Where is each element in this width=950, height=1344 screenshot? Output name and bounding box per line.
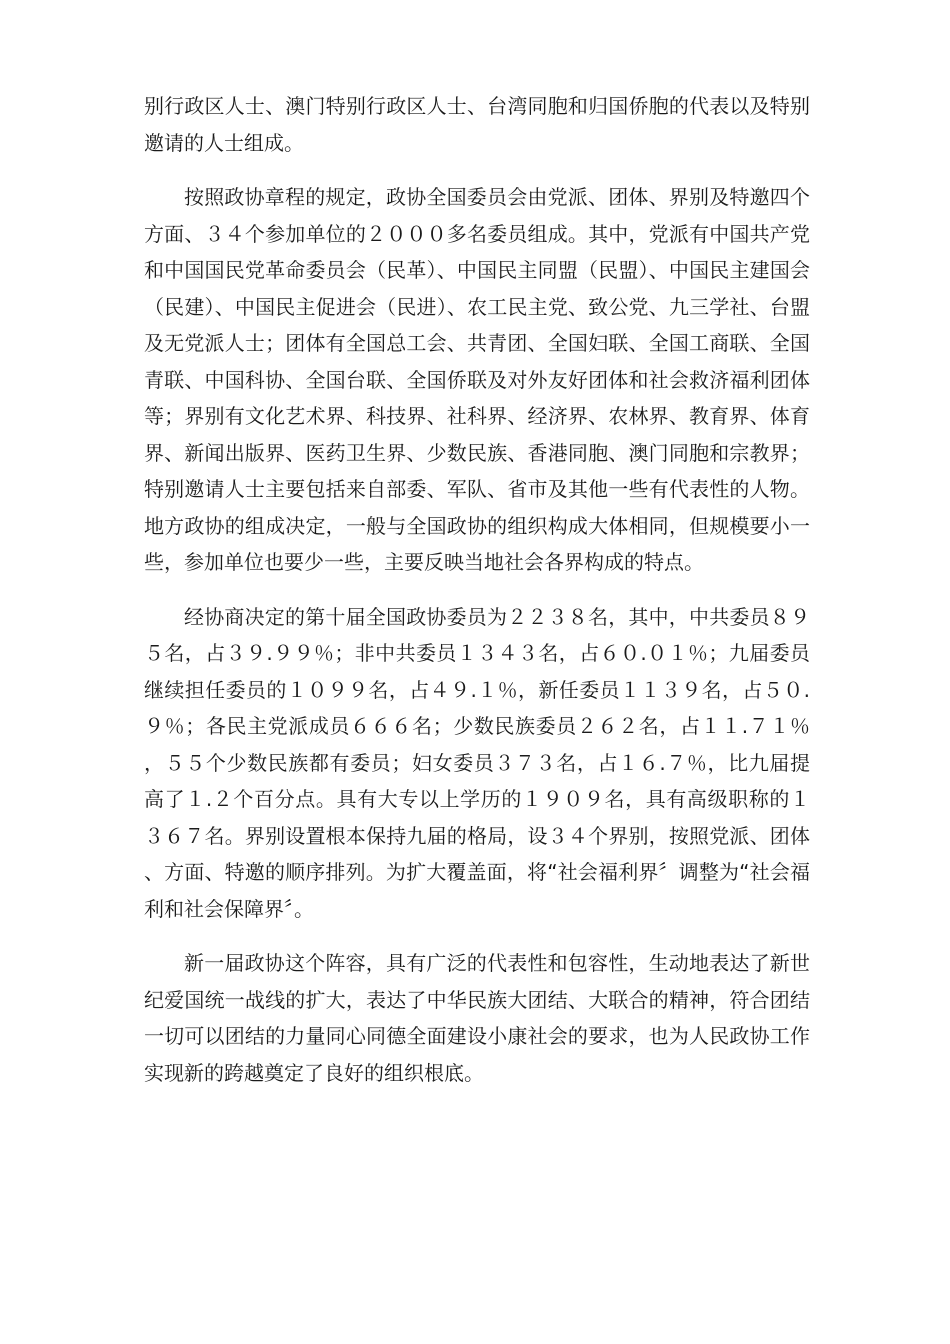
paragraph-statistics: 经协商决定的第十届全国政协委员为２２３８名，其中，中共委员８９５名，占３９.９９％；非中共委员１３４３名，占６０.０１％；九届委员继续担任委员的１０９９名，占４９.１％，新任委员１１３９名，占５０.９％；各民主党派成员６６６名；少数民族委员２６２名，占１１.７１％，５５个少数民族都有委员；妇女委员３７３名，占１６.７％，比九届提高了１.２个百分点。具有大专以上学历的１９０９名，具有高级职称的１３６７名。界别设置根本保持九届的格局，设３４个界别，按照党派、团体、方面、特邀的顺序排列。为扩大覆盖面，将“社会福利界〞调整为“社会福利和社会保障界〞。 [144, 604, 810, 921]
paragraph-conclusion: 新一届政协这个阵容，具有广泛的代表性和包容性，生动地表达了新世纪爱国统一战线的扩大，表达了中华民族大团结、大联合的精神，符合团结一切可以团结的力量同心同德全面建设小康社会的要求，也为人民政协工作实现新的跨越奠定了良好的组织根底。 [144, 951, 810, 1085]
paragraph-composition: 按照政协章程的规定，政协全国委员会由党派、团体、界别及特邀四个方面、３４个参加单位的２０００多名委员组成。其中，党派有中国共产党和中国国民党革命委员会（民革）、中国民主同盟（民盟）、中国民主建国会（民建）、中国民主促进会（民进）、农工民主党、致公党、九三学社、台盟及无党派人士；团体有全国总工会、共青团、全国妇联、全国工商联、全国青联、中国科协、全国台联、全国侨联及对外友好团体和社会救济福利团体等；界别有文化艺术界、科技界、社科界、经济界、农林界、教育界、体育界、新闻出版界、医药卫生界、少数民族、香港同胞、澳门同胞和宗教界；特别邀请人士主要包括来自部委、军队、省市及其他一些有代表性的人物。地方政协的组成决定，一般与全国政协的组织构成大体相同，但规模要小一些，参加单位也要少一些，主要反映当地社会各界构成的特点。 [144, 185, 810, 574]
paragraph-continuation: 别行政区人士、澳门特别行政区人士、台湾同胞和归国侨胞的代表以及特别邀请的人士组成。 [144, 94, 810, 155]
document-body [144, 88, 810, 1091]
